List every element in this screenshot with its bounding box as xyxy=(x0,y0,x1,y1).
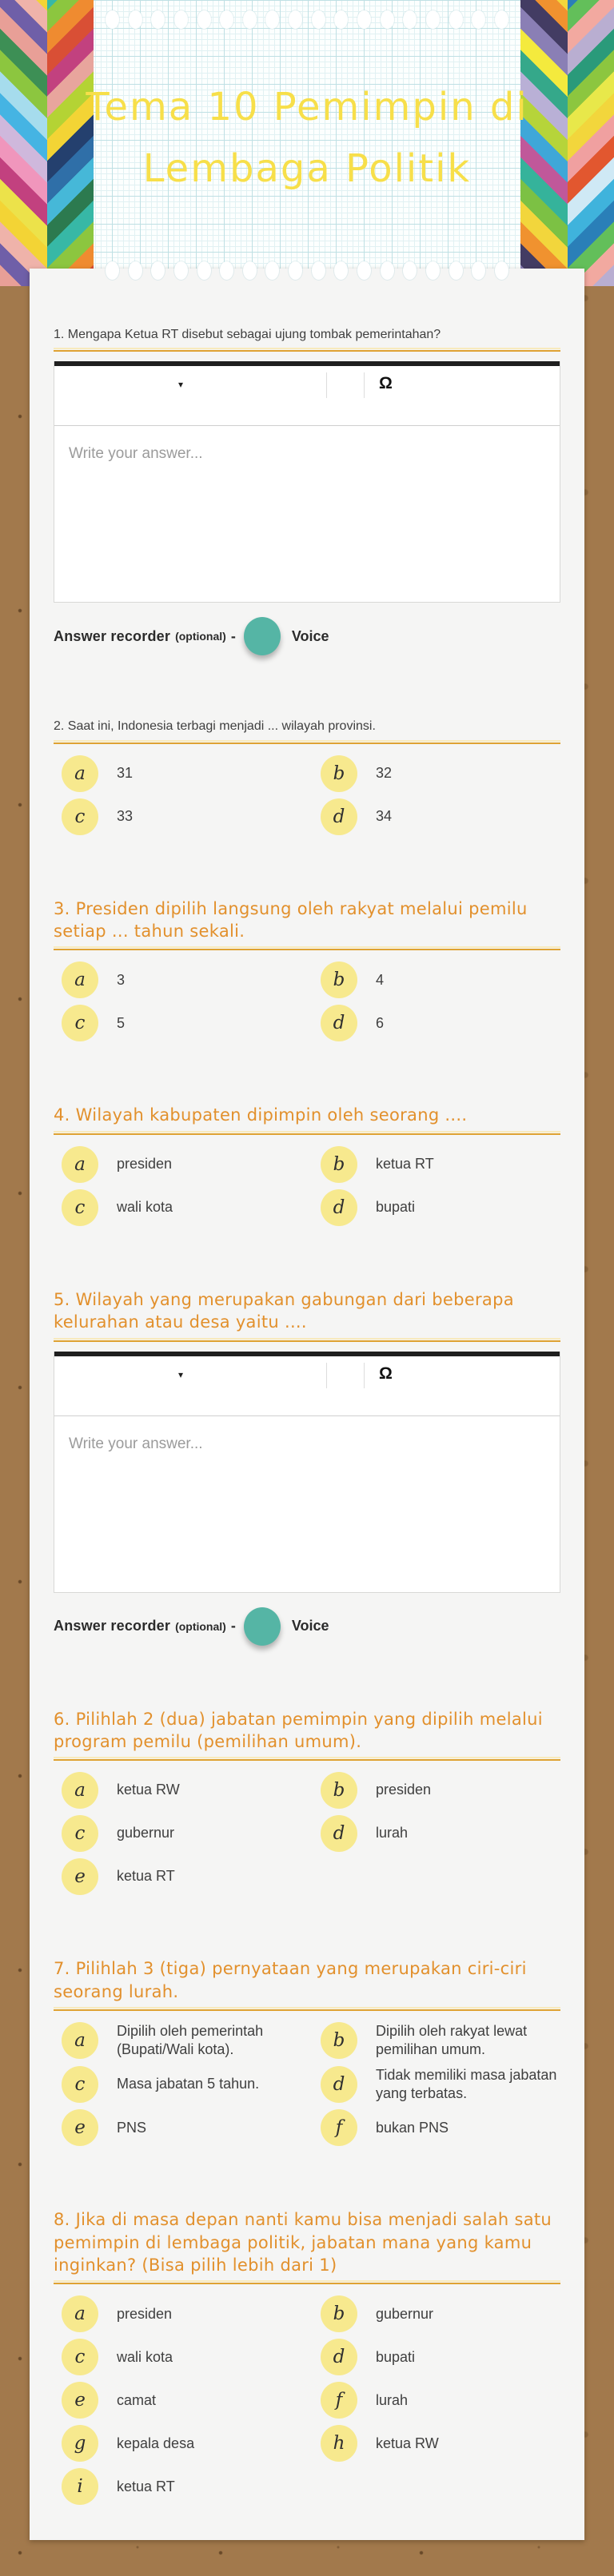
toolbar-divider xyxy=(326,1363,327,1388)
option-letter-badge[interactable]: e xyxy=(62,1858,98,1895)
option-row[interactable] xyxy=(313,755,560,792)
option-letter-badge[interactable]: b xyxy=(321,755,357,792)
questions-container xyxy=(54,326,560,2505)
oval-decoration xyxy=(197,261,211,280)
special-character-button[interactable]: Ω xyxy=(379,374,393,393)
oval-decoration xyxy=(243,261,257,280)
option-row[interactable] xyxy=(54,2295,313,2332)
option-label: lurah xyxy=(376,2391,409,2408)
option-letter-badge[interactable]: d xyxy=(321,798,357,835)
page-title-line1: Tema 10 Pemimpin di xyxy=(86,85,528,129)
question-underline xyxy=(54,1133,560,1135)
option-letter-badge[interactable]: d xyxy=(321,2066,357,2103)
answer-editor xyxy=(54,361,560,603)
option-label: 3 xyxy=(117,971,126,988)
option-letter-badge[interactable]: a xyxy=(62,1772,98,1809)
option-letter-badge[interactable]: g xyxy=(62,2425,98,2462)
answer-input[interactable]: Write your answer... xyxy=(69,1435,203,1452)
oval-decoration xyxy=(312,261,325,280)
option-row[interactable] xyxy=(313,962,560,998)
question-text: 6. Pilihlah 2 (dua) jabatan pemimpin yang dipilih melalui program pemilu (pemilihan umum). xyxy=(54,1709,543,1751)
option-label: gubernur xyxy=(117,1825,175,1841)
oval-decoration xyxy=(106,261,119,280)
recorder-optional-label: (optional) xyxy=(175,1619,226,1633)
option-label: bupati xyxy=(376,1199,416,1216)
option-label: PNS xyxy=(117,2119,147,2136)
toolbar-divider xyxy=(364,372,365,398)
option-label: wali kota xyxy=(117,2348,173,2365)
question-text: 7. Pilihlah 3 (tiga) pernyataan yang merupakan ciri-ciri seorang lurah. xyxy=(54,1959,527,2001)
recorder-separator: - xyxy=(230,627,236,644)
option-letter-badge[interactable]: e xyxy=(62,2382,98,2419)
option-row[interactable] xyxy=(54,2066,313,2104)
option-letter-badge[interactable]: d xyxy=(321,2339,357,2375)
option-label: presiden xyxy=(117,1156,173,1173)
question-text: 5. Wilayah yang merupakan gabungan dari beberapa kelurahan atau desa yaitu .... xyxy=(54,1289,514,1332)
record-voice-button[interactable] xyxy=(244,617,281,655)
option-row[interactable] xyxy=(54,1005,313,1041)
oval-decoration xyxy=(381,261,394,280)
question-underline xyxy=(54,350,560,352)
option-letter-badge[interactable]: c xyxy=(62,2339,98,2375)
option-letter-badge[interactable]: f xyxy=(321,2109,357,2146)
oval-decoration xyxy=(334,261,348,280)
question-text: 3. Presiden dipilih langsung oleh rakyat melalui pemilu setiap ... tahun sekali. xyxy=(54,898,528,942)
option-letter-badge[interactable]: b xyxy=(321,1772,357,1809)
question-block xyxy=(54,2208,560,2505)
oval-decoration xyxy=(403,261,417,280)
option-label: ketua RT xyxy=(117,2478,175,2494)
option-row[interactable] xyxy=(313,2109,560,2146)
record-voice-button[interactable] xyxy=(244,1607,281,1646)
oval-decoration-row-bottom xyxy=(106,261,508,280)
option-label: presiden xyxy=(117,2305,173,2322)
option-letter-badge[interactable]: h xyxy=(321,2425,357,2462)
option-label: 31 xyxy=(117,765,134,782)
option-row[interactable] xyxy=(54,1858,313,1895)
option-label: ketua RW xyxy=(117,1782,180,1798)
question-underline xyxy=(54,2009,560,2011)
question-block xyxy=(54,1957,560,2146)
chevron-down-icon[interactable]: ▾ xyxy=(178,379,184,391)
oval-decoration xyxy=(151,261,165,280)
oval-decoration xyxy=(495,261,508,280)
option-row[interactable] xyxy=(313,1146,560,1183)
options-grid xyxy=(54,2295,560,2505)
oval-decoration xyxy=(289,261,302,280)
answer-input[interactable]: Write your answer... xyxy=(69,445,203,463)
option-label: Masa jabatan 5 tahun. xyxy=(117,2076,260,2092)
toolbar-divider xyxy=(364,1363,365,1388)
oval-decoration xyxy=(220,261,233,280)
options-grid xyxy=(54,1146,560,1226)
option-row[interactable] xyxy=(313,2295,560,2332)
option-row[interactable] xyxy=(313,2066,560,2104)
option-letter-badge[interactable]: a xyxy=(62,1146,98,1183)
option-label: Dipilih oleh pemerintah (Bupati/Wali kota). xyxy=(117,2022,264,2058)
voice-label: Voice xyxy=(291,1618,329,1634)
option-letter-badge[interactable]: b xyxy=(321,962,357,998)
voice-label: Voice xyxy=(291,627,329,644)
option-letter-badge[interactable]: b xyxy=(321,1146,357,1183)
option-letter-badge[interactable]: b xyxy=(321,2295,357,2332)
question-underline xyxy=(54,2283,560,2284)
option-label: bupati xyxy=(376,2348,416,2365)
option-row[interactable] xyxy=(54,2022,313,2060)
option-letter-badge[interactable]: c xyxy=(62,1189,98,1226)
editor-toolbar xyxy=(54,366,560,426)
special-character-button[interactable]: Ω xyxy=(379,1364,393,1383)
option-label: ketua RT xyxy=(117,1868,175,1885)
option-label: 6 xyxy=(376,1014,385,1031)
page-title xyxy=(0,0,614,200)
options-grid xyxy=(54,2022,560,2147)
option-label: 33 xyxy=(117,808,134,825)
option-row[interactable] xyxy=(54,962,313,998)
option-letter-badge[interactable]: i xyxy=(62,2468,98,2505)
option-letter-badge[interactable]: f xyxy=(321,2382,357,2419)
oval-decoration xyxy=(357,261,371,280)
option-letter-badge[interactable]: a xyxy=(62,2022,98,2059)
option-row[interactable] xyxy=(54,1815,313,1852)
option-label: bukan PNS xyxy=(376,2119,449,2136)
oval-decoration xyxy=(472,261,485,280)
option-label: Dipilih oleh rakyat lewat pemilihan umum. xyxy=(376,2022,528,2058)
oval-decoration xyxy=(129,261,142,280)
option-row[interactable] xyxy=(313,2425,560,2462)
option-row[interactable] xyxy=(313,1005,560,1041)
option-label: gubernur xyxy=(376,2305,434,2322)
question-underline xyxy=(54,743,560,744)
question-underline xyxy=(54,949,560,950)
option-label: Tidak memiliki masa jabatan yang terbatas. xyxy=(376,2066,557,2102)
option-label: 5 xyxy=(117,1014,126,1031)
option-label: wali kota xyxy=(117,1199,173,1216)
recorder-label: Answer recorder xyxy=(54,1618,171,1634)
option-row[interactable] xyxy=(54,1146,313,1183)
question-block xyxy=(54,1288,560,1646)
toolbar-divider xyxy=(326,372,327,398)
option-letter-badge[interactable]: c xyxy=(62,1005,98,1041)
option-label: ketua RW xyxy=(376,2435,439,2451)
option-letter-badge[interactable]: d xyxy=(321,1189,357,1226)
options-grid xyxy=(54,1772,560,1895)
option-row[interactable] xyxy=(54,2382,313,2419)
option-row[interactable] xyxy=(54,2468,313,2505)
option-letter-badge[interactable]: e xyxy=(62,2109,98,2146)
option-letter-badge[interactable]: b xyxy=(321,2022,357,2059)
answer-recorder xyxy=(54,1607,560,1646)
option-letter-badge[interactable]: a xyxy=(62,962,98,998)
option-row[interactable] xyxy=(313,2382,560,2419)
question-text: 4. Wilayah kabupaten dipimpin oleh seorang .... xyxy=(54,1105,468,1125)
option-row[interactable] xyxy=(313,2339,560,2375)
question-block xyxy=(54,898,560,1042)
question-text: 2. Saat ini, Indonesia terbagi menjadi ... wilayah provinsi. xyxy=(54,719,376,734)
question-underline xyxy=(54,1759,560,1761)
option-row[interactable] xyxy=(313,1815,560,1852)
option-label: kepala desa xyxy=(117,2435,195,2451)
option-row[interactable] xyxy=(54,798,313,835)
recorder-optional-label: (optional) xyxy=(175,630,226,643)
option-label: 34 xyxy=(376,808,393,825)
question-block xyxy=(54,1104,560,1225)
option-row[interactable] xyxy=(54,2425,313,2462)
option-row[interactable] xyxy=(54,1189,313,1226)
option-label: 4 xyxy=(376,971,385,988)
recorder-label: Answer recorder xyxy=(54,627,171,644)
option-row[interactable] xyxy=(54,2339,313,2375)
oval-decoration xyxy=(174,261,188,280)
option-label: ketua RT xyxy=(376,1156,434,1173)
option-label: presiden xyxy=(376,1782,432,1798)
page-title-line2: Lembaga Politik xyxy=(142,145,472,191)
worksheet-card xyxy=(30,269,584,2540)
question-underline xyxy=(54,1340,560,1342)
option-letter-badge[interactable]: d xyxy=(321,1815,357,1852)
oval-decoration xyxy=(426,261,440,280)
option-row[interactable] xyxy=(313,1772,560,1809)
option-row[interactable] xyxy=(313,2022,560,2060)
option-letter-badge[interactable]: d xyxy=(321,1005,357,1041)
question-text: 1. Mengapa Ketua RT disebut sebagai ujung tombak pemerintahan? xyxy=(54,328,441,341)
editor-toolbar xyxy=(54,1356,560,1416)
option-row[interactable] xyxy=(54,2109,313,2146)
question-block xyxy=(54,326,560,655)
answer-editor xyxy=(54,1352,560,1593)
option-row[interactable] xyxy=(313,1189,560,1226)
worksheet-header xyxy=(0,0,614,286)
option-letter-badge[interactable]: c xyxy=(62,2066,98,2103)
option-label: camat xyxy=(117,2391,157,2408)
question-block xyxy=(54,1708,560,1896)
option-label: 32 xyxy=(376,765,393,782)
option-label: lurah xyxy=(376,1825,409,1841)
option-letter-badge[interactable]: a xyxy=(62,2295,98,2332)
options-grid xyxy=(54,962,560,1041)
answer-recorder xyxy=(54,617,560,655)
question-text: 8. Jika di masa depan nanti kamu bisa menjadi salah satu pemimpin di lembaga politik, jabatan mana yang kamu inginkan? (Bisa pilih lebih dari 1) xyxy=(54,2210,552,2275)
question-block xyxy=(54,718,560,834)
chevron-down-icon[interactable]: ▾ xyxy=(178,1368,184,1380)
option-row[interactable] xyxy=(54,755,313,792)
recorder-separator: - xyxy=(230,1618,236,1634)
option-letter-badge[interactable]: c xyxy=(62,798,98,835)
option-row[interactable] xyxy=(54,1772,313,1809)
oval-decoration xyxy=(265,261,279,280)
option-row[interactable] xyxy=(313,798,560,835)
option-letter-badge[interactable]: c xyxy=(62,1815,98,1852)
options-grid xyxy=(54,755,560,835)
option-letter-badge[interactable]: a xyxy=(62,755,98,792)
oval-decoration xyxy=(449,261,463,280)
